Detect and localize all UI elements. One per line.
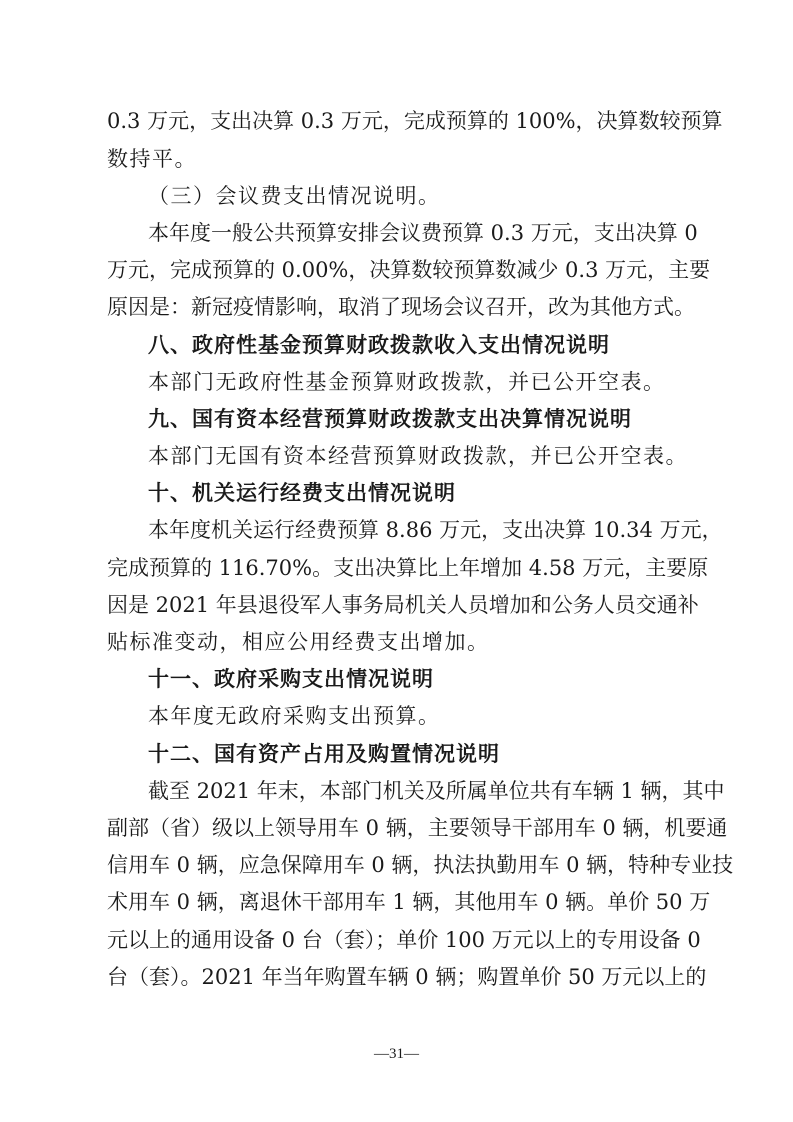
body-line: 本年度无政府采购支出预算。 [148,704,441,728]
body-line: 本年度一般公共预算安排会议费预算 0.3 万元，支出决算 0 [148,221,698,245]
body-line: 0.3 万元，支出决算 0.3 万元，完成预算的 100%，决算数较预算 [107,109,723,133]
body-line: 副部（省）级以上领导用车 0 辆，主要领导干部用车 0 辆，机要通 [107,816,728,840]
section-heading: 十二、国有资产占用及购置情况说明 [148,742,500,766]
body-line: 台（套）。2021 年当年购置车辆 0 辆；购置单价 50 万元以上的 [107,965,707,989]
body-line: 原因是：新冠疫情影响，取消了现场会议召开，改为其他方式。 [107,295,695,319]
body-line: 元以上的通用设备 0 台（套）；单价 100 万元以上的专用设备 0 [107,928,701,952]
section-heading: 八、政府性基金预算财政拨款收入支出情况说明 [148,333,610,357]
subsection-heading: （三）会议费支出情况说明。 [148,184,441,208]
section-heading: 十一、政府采购支出情况说明 [148,667,434,691]
body-line: 本部门无国有资本经营预算财政拨款，并已公开空表。 [148,444,688,468]
body-line: 贴标准变动，相应公用经费支出增加。 [107,630,490,654]
body-line: 信用车 0 辆，应急保障用车 0 辆，执法执勤用车 0 辆，特种专业技 [107,853,734,877]
page-number: —31— [374,1046,419,1062]
body-line: 万元，完成预算的 0.00%，决算数较预算数减少 0.3 万元，主要 [107,258,711,282]
body-line: 因是 2021 年县退役军人事务局机关人员增加和公务人员交通补 [107,593,699,617]
section-heading: 九、国有资本经营预算财政拨款支出决算情况说明 [148,407,632,431]
body-line: 完成预算的 116.70%。支出决算比上年增加 4.58 万元，主要原 [107,556,709,580]
body-line: 本部门无政府性基金预算财政拨款，并已公开空表。 [148,370,666,394]
body-line: 术用车 0 辆，离退休干部用车 1 辆，其他用车 0 辆。单价 50 万 [107,890,711,914]
section-heading: 十、机关运行经费支出情况说明 [148,481,456,505]
body-line: 本年度机关运行经费预算 8.86 万元，支出决算 10.34 万元， [148,518,723,542]
body-line: 数持平。 [107,147,197,171]
body-line: 截至 2021 年末，本部门机关及所属单位共有车辆 1 辆，其中 [148,779,725,803]
